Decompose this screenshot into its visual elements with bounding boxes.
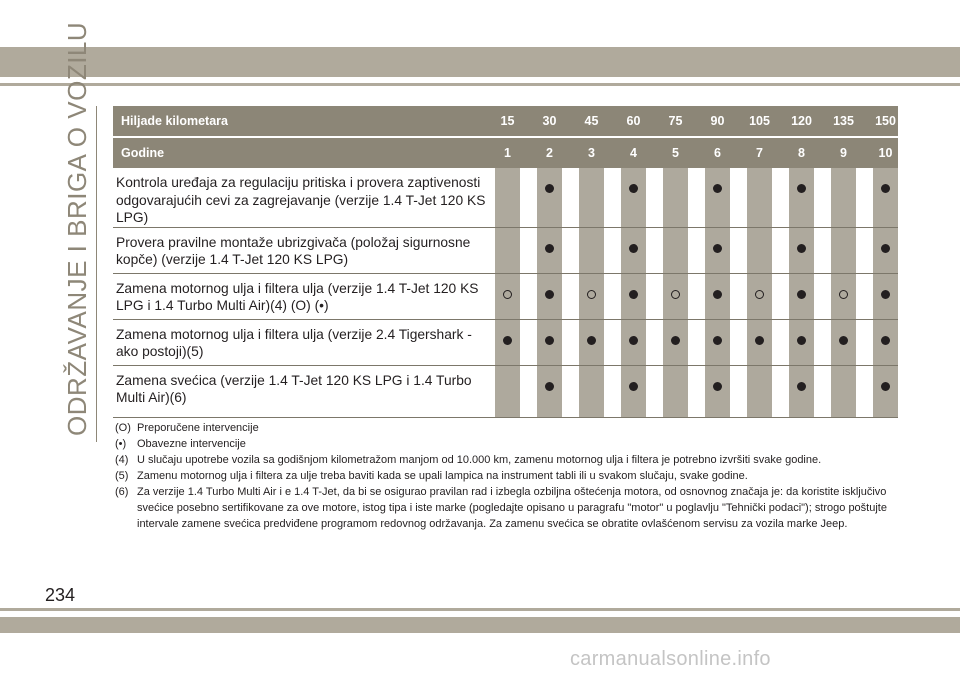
interval-cell bbox=[789, 365, 814, 417]
mandatory-dot-icon bbox=[797, 184, 806, 193]
cell-gap bbox=[730, 273, 747, 319]
footnote bbox=[115, 436, 915, 452]
years-header-value: 4 bbox=[621, 137, 646, 168]
interval-cell bbox=[663, 273, 688, 319]
footnote-label: (6) bbox=[115, 486, 129, 498]
mandatory-dot-icon bbox=[671, 336, 680, 345]
header-gap bbox=[814, 137, 831, 168]
cell-gap bbox=[856, 227, 873, 273]
footnote-text: U slučaju upotrebe vozila sa godišnjom kilometražom manjom od 10.000 km, zamenu motornog ulja i filtera je potrebno izvršiti svake godine. bbox=[137, 454, 822, 466]
row-description: Zamena motornog ulja i filtera ulja (verzije 1.4 T-Jet 120 KS LPG i 1.4 Turbo Multi Air)(4) (O) (•) bbox=[113, 273, 495, 319]
cell-gap bbox=[688, 227, 705, 273]
years-header-value: 2 bbox=[537, 137, 562, 168]
mandatory-dot-icon bbox=[797, 336, 806, 345]
header-gap bbox=[730, 137, 747, 168]
cell-gap bbox=[688, 319, 705, 365]
cell-gap bbox=[730, 365, 747, 417]
header-gap bbox=[856, 137, 873, 168]
header-gap bbox=[688, 106, 705, 137]
interval-cell bbox=[831, 273, 856, 319]
interval-cell bbox=[873, 319, 898, 365]
header-gap bbox=[772, 106, 789, 137]
cell-gap bbox=[520, 168, 537, 227]
interval-cell bbox=[705, 227, 730, 273]
cell-gap bbox=[646, 319, 663, 365]
mandatory-dot-icon bbox=[545, 244, 554, 253]
mandatory-dot-icon bbox=[587, 336, 596, 345]
header-gap bbox=[772, 137, 789, 168]
header-gap bbox=[604, 106, 621, 137]
km-header-value: 135 bbox=[831, 106, 856, 137]
cell-gap bbox=[562, 227, 579, 273]
table-row bbox=[113, 273, 898, 319]
footnotes bbox=[115, 420, 915, 532]
mandatory-dot-icon bbox=[881, 290, 890, 299]
interval-cell bbox=[831, 319, 856, 365]
interval-cell bbox=[873, 168, 898, 227]
table-row bbox=[113, 168, 898, 227]
cell-gap bbox=[730, 227, 747, 273]
interval-cell bbox=[831, 365, 856, 417]
interval-cell bbox=[579, 168, 604, 227]
interval-cell bbox=[495, 168, 520, 227]
cell-gap bbox=[562, 273, 579, 319]
recommended-circle-icon bbox=[839, 290, 848, 299]
header-gap bbox=[520, 137, 537, 168]
cell-gap bbox=[688, 365, 705, 417]
interval-cell bbox=[663, 365, 688, 417]
years-header-value: 10 bbox=[873, 137, 898, 168]
footnote-text: Obavezne intervencije bbox=[137, 438, 246, 450]
cell-gap bbox=[688, 273, 705, 319]
row-description: Provera pravilne montaže ubrizgivača (položaj sigurnosne kopče) (verzije 1.4 T-Jet 120 KS LPG) bbox=[113, 227, 495, 273]
cell-gap bbox=[730, 168, 747, 227]
km-header-value: 90 bbox=[705, 106, 730, 137]
cell-gap bbox=[772, 168, 789, 227]
mandatory-dot-icon bbox=[629, 336, 638, 345]
cell-gap bbox=[562, 365, 579, 417]
mandatory-dot-icon bbox=[545, 336, 554, 345]
interval-cell bbox=[705, 319, 730, 365]
mandatory-dot-icon bbox=[503, 336, 512, 345]
maintenance-schedule-table bbox=[113, 106, 898, 418]
interval-cell bbox=[537, 273, 562, 319]
cell-gap bbox=[856, 319, 873, 365]
interval-cell bbox=[747, 273, 772, 319]
mandatory-dot-icon bbox=[545, 382, 554, 391]
header-gap bbox=[604, 137, 621, 168]
interval-cell bbox=[747, 365, 772, 417]
interval-cell bbox=[579, 319, 604, 365]
interval-cell bbox=[705, 273, 730, 319]
footnote-label: (O) bbox=[115, 422, 131, 434]
cell-gap bbox=[730, 319, 747, 365]
recommended-circle-icon bbox=[503, 290, 512, 299]
interval-cell bbox=[747, 227, 772, 273]
mandatory-dot-icon bbox=[713, 184, 722, 193]
interval-cell bbox=[579, 227, 604, 273]
interval-cell bbox=[705, 168, 730, 227]
footnote-text: Za verzije 1.4 Turbo Multi Air i e 1.4 T-Jet, da bi se osigurao pravilan rad i izbegla ozbiljna oštećenja motora, od osnovnog značaja je: da koristite isključivo svećice posebno sertifikovane za ove motore, istog tipa i iste marke (pogledajte opisano u paragrafu "motor" u poglavlju "Tehnički podaci"); strogo poštujte intervale zamene svećica predviđene programom redovnog održavanja. Za zamenu svećica se obratite ovlašćenom servisu za vozila marke Jeep. bbox=[137, 486, 887, 530]
interval-cell bbox=[537, 319, 562, 365]
cell-gap bbox=[814, 365, 831, 417]
mandatory-dot-icon bbox=[881, 382, 890, 391]
watermark: carmanualsonline.info bbox=[570, 648, 771, 670]
cell-gap bbox=[520, 273, 537, 319]
cell-gap bbox=[772, 227, 789, 273]
interval-cell bbox=[789, 168, 814, 227]
interval-cell bbox=[747, 168, 772, 227]
mandatory-dot-icon bbox=[629, 244, 638, 253]
mandatory-dot-icon bbox=[629, 290, 638, 299]
km-header-label: Hiljade kilometara bbox=[113, 106, 495, 137]
cell-gap bbox=[772, 273, 789, 319]
cell-gap bbox=[814, 319, 831, 365]
mandatory-dot-icon bbox=[881, 336, 890, 345]
mandatory-dot-icon bbox=[797, 382, 806, 391]
interval-cell bbox=[579, 273, 604, 319]
mandatory-dot-icon bbox=[797, 290, 806, 299]
km-header-value: 105 bbox=[747, 106, 772, 137]
km-header bbox=[113, 106, 898, 137]
years-header-value: 7 bbox=[747, 137, 772, 168]
mandatory-dot-icon bbox=[713, 290, 722, 299]
interval-cell bbox=[831, 168, 856, 227]
row-description: Zamena motornog ulja i filtera ulja (verzije 2.4 Tigershark - ako postoji)(5) bbox=[113, 319, 495, 365]
interval-cell bbox=[789, 319, 814, 365]
cell-gap bbox=[814, 273, 831, 319]
mandatory-dot-icon bbox=[713, 382, 722, 391]
interval-cell bbox=[831, 227, 856, 273]
interval-cell bbox=[663, 227, 688, 273]
cell-gap bbox=[604, 273, 621, 319]
years-header bbox=[113, 137, 898, 168]
mandatory-dot-icon bbox=[713, 244, 722, 253]
interval-cell bbox=[621, 273, 646, 319]
km-header-value: 120 bbox=[789, 106, 814, 137]
cell-gap bbox=[646, 227, 663, 273]
cell-gap bbox=[856, 273, 873, 319]
interval-cell bbox=[705, 365, 730, 417]
header-gap bbox=[562, 137, 579, 168]
cell-gap bbox=[772, 319, 789, 365]
header-gap bbox=[520, 106, 537, 137]
cell-gap bbox=[520, 365, 537, 417]
header-gap bbox=[646, 106, 663, 137]
mandatory-dot-icon bbox=[755, 336, 764, 345]
years-header-value: 5 bbox=[663, 137, 688, 168]
years-header-value: 1 bbox=[495, 137, 520, 168]
interval-cell bbox=[495, 227, 520, 273]
interval-cell bbox=[789, 273, 814, 319]
row-description: Zamena svećica (verzije 1.4 T-Jet 120 KS LPG i 1.4 Turbo Multi Air)(6) bbox=[113, 365, 495, 417]
footnote bbox=[115, 420, 915, 436]
interval-cell bbox=[495, 319, 520, 365]
mandatory-dot-icon bbox=[881, 244, 890, 253]
cell-gap bbox=[604, 319, 621, 365]
header-gap bbox=[562, 106, 579, 137]
footnote-label: (5) bbox=[115, 470, 129, 482]
footnote-text: Zamenu motornog ulja i filtera za ulje treba baviti kada se upali lampica na instrument tabli ili u svakom slučaju, svake godine. bbox=[137, 470, 748, 482]
interval-cell bbox=[537, 227, 562, 273]
cell-gap bbox=[604, 168, 621, 227]
footnote bbox=[115, 468, 915, 484]
footnote-label: (4) bbox=[115, 454, 129, 466]
cell-gap bbox=[814, 227, 831, 273]
interval-cell bbox=[747, 319, 772, 365]
interval-cell bbox=[621, 319, 646, 365]
cell-gap bbox=[562, 319, 579, 365]
cell-gap bbox=[520, 319, 537, 365]
section-title: ODRŽAVANJE I BRIGA O VOZILU bbox=[62, 21, 92, 436]
mandatory-dot-icon bbox=[545, 184, 554, 193]
km-header-value: 30 bbox=[537, 106, 562, 137]
recommended-circle-icon bbox=[671, 290, 680, 299]
km-header-value: 15 bbox=[495, 106, 520, 137]
interval-cell bbox=[873, 365, 898, 417]
recommended-circle-icon bbox=[755, 290, 764, 299]
top-decorative-band bbox=[0, 47, 960, 77]
interval-cell bbox=[579, 365, 604, 417]
cell-gap bbox=[646, 273, 663, 319]
cell-gap bbox=[646, 168, 663, 227]
interval-cell bbox=[495, 273, 520, 319]
years-header-value: 8 bbox=[789, 137, 814, 168]
footnote bbox=[115, 484, 915, 532]
header-gap bbox=[814, 106, 831, 137]
table-row bbox=[113, 319, 898, 365]
cell-gap bbox=[814, 168, 831, 227]
cell-gap bbox=[772, 365, 789, 417]
cell-gap bbox=[604, 227, 621, 273]
header-gap bbox=[688, 137, 705, 168]
mandatory-dot-icon bbox=[629, 382, 638, 391]
bottom-decorative-band bbox=[0, 617, 960, 633]
header-gap bbox=[730, 106, 747, 137]
interval-cell bbox=[495, 365, 520, 417]
cell-gap bbox=[562, 168, 579, 227]
header-gap bbox=[856, 106, 873, 137]
km-header-value: 45 bbox=[579, 106, 604, 137]
bottom-decorative-line bbox=[0, 608, 960, 611]
top-decorative-line bbox=[0, 83, 960, 86]
cell-gap bbox=[646, 365, 663, 417]
footnote bbox=[115, 452, 915, 468]
table-row bbox=[113, 365, 898, 417]
interval-cell bbox=[789, 227, 814, 273]
footnote-label: (•) bbox=[115, 438, 127, 450]
km-header-value: 60 bbox=[621, 106, 646, 137]
interval-cell bbox=[663, 168, 688, 227]
interval-cell bbox=[537, 365, 562, 417]
cell-gap bbox=[856, 365, 873, 417]
years-header-value: 6 bbox=[705, 137, 730, 168]
interval-cell bbox=[621, 168, 646, 227]
mandatory-dot-icon bbox=[545, 290, 554, 299]
cell-gap bbox=[856, 168, 873, 227]
interval-cell bbox=[873, 227, 898, 273]
cell-gap bbox=[520, 227, 537, 273]
years-header-value: 3 bbox=[579, 137, 604, 168]
page-number: 234 bbox=[45, 585, 76, 605]
row-description: Kontrola uređaja za regulaciju pritiska i provera zaptivenosti odgovarajućih cevi za zagrejavanje (verzije 1.4 T-Jet 120 KS LPG) bbox=[113, 168, 495, 227]
mandatory-dot-icon bbox=[629, 184, 638, 193]
table-row bbox=[113, 227, 898, 273]
interval-cell bbox=[663, 319, 688, 365]
footnote-text: Preporučene intervencije bbox=[137, 422, 259, 434]
mandatory-dot-icon bbox=[713, 336, 722, 345]
mandatory-dot-icon bbox=[797, 244, 806, 253]
recommended-circle-icon bbox=[587, 290, 596, 299]
interval-cell bbox=[621, 365, 646, 417]
mandatory-dot-icon bbox=[839, 336, 848, 345]
cell-gap bbox=[688, 168, 705, 227]
years-header-value: 9 bbox=[831, 137, 856, 168]
interval-cell bbox=[873, 273, 898, 319]
interval-cell bbox=[621, 227, 646, 273]
km-header-value: 150 bbox=[873, 106, 898, 137]
interval-cell bbox=[537, 168, 562, 227]
header-gap bbox=[646, 137, 663, 168]
cell-gap bbox=[604, 365, 621, 417]
km-header-value: 75 bbox=[663, 106, 688, 137]
side-divider bbox=[96, 106, 97, 442]
mandatory-dot-icon bbox=[881, 184, 890, 193]
years-header-label: Godine bbox=[113, 137, 495, 168]
